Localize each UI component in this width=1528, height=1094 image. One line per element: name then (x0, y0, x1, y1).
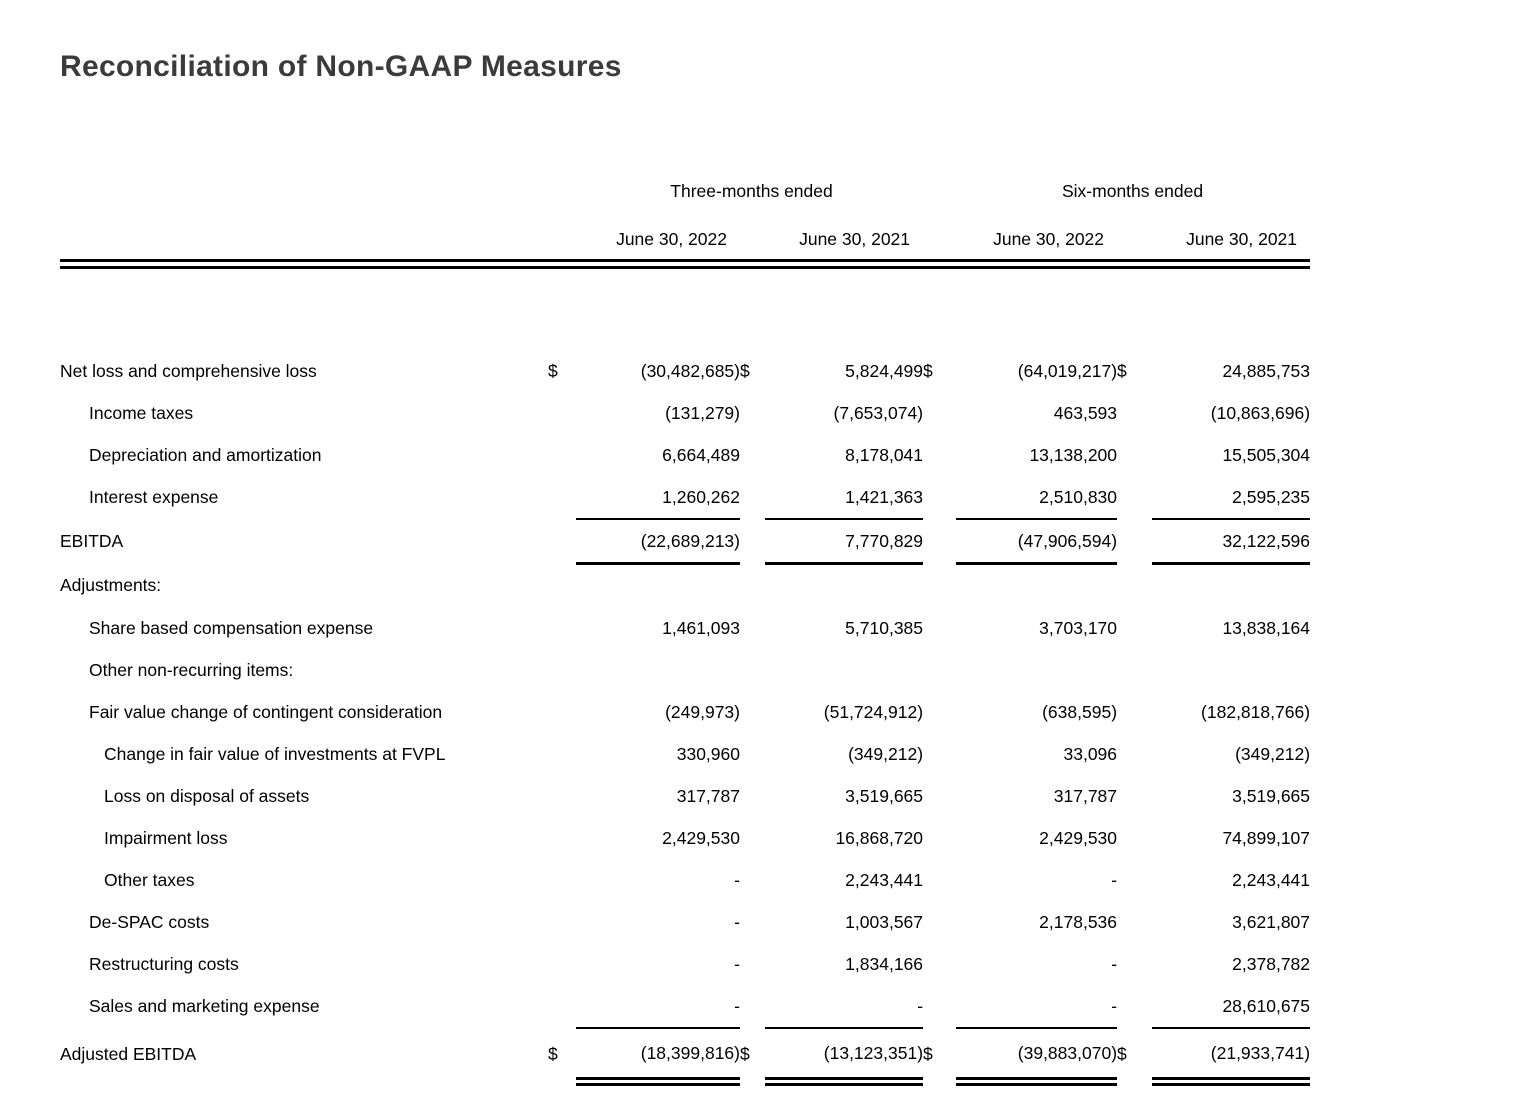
column-header-row (60, 206, 1310, 259)
dollar-sign-cell: $ (740, 1044, 750, 1065)
dollar-sign-cell (1117, 434, 1152, 476)
value-cell: 5,710,385 (845, 617, 924, 638)
column-header-date: June 30, 2021 (799, 229, 911, 249)
dollar-sign-cell: $ (923, 360, 933, 381)
dollar-sign-cell (548, 985, 576, 1028)
value-cell: 32,122,596 (1152, 519, 1310, 564)
value-cell: 1,421,363 (765, 476, 923, 519)
dollar-sign-cell (923, 943, 956, 985)
dollar-sign-cell: $ (1117, 1044, 1127, 1065)
dollar-sign-cell (740, 476, 765, 519)
value-cell: (349,212) (848, 743, 924, 764)
dollar-sign-cell (548, 564, 576, 608)
dollar-sign-cell (923, 564, 956, 608)
dollar-sign-cell (923, 691, 956, 733)
value-cell (1152, 564, 1310, 608)
value-cell (765, 564, 923, 608)
dollar-sign-cell (923, 775, 956, 817)
dollar-sign-cell (923, 985, 956, 1028)
value-cell: (30,482,685) (640, 360, 740, 381)
value-cell: 3,703,170 (1039, 617, 1118, 638)
dollar-sign-cell (923, 649, 956, 691)
value-cell (765, 649, 923, 691)
value-cell: (638,595) (1042, 701, 1118, 722)
dollar-sign-cell (548, 476, 576, 519)
dollar-sign-cell (740, 649, 765, 691)
value-cell: 1,260,262 (576, 476, 740, 519)
value-cell: 1,461,093 (662, 617, 740, 638)
table-row (60, 350, 1310, 392)
table-row (60, 733, 1310, 775)
dollar-sign-cell (740, 985, 765, 1028)
value-cell: 463,593 (1053, 402, 1118, 423)
dollar-sign-cell (548, 607, 576, 649)
dollar-sign-cell (1117, 859, 1152, 901)
value-cell: 74,899,107 (1222, 827, 1311, 848)
row-label: Income taxes (89, 402, 194, 423)
row-label: Fair value change of contingent consideration (89, 701, 443, 722)
dollar-sign-cell (740, 434, 765, 476)
dollar-sign-cell (1117, 733, 1152, 775)
value-cell: - (956, 985, 1117, 1028)
dollar-sign-cell (1117, 519, 1152, 564)
dollar-sign-cell (1117, 817, 1152, 859)
table-row (60, 607, 1310, 649)
value-cell: - (734, 911, 740, 932)
dollar-sign-cell (1117, 943, 1152, 985)
dollar-sign-cell (548, 733, 576, 775)
table-row (60, 901, 1310, 943)
value-cell: 2,378,782 (1232, 953, 1311, 974)
dollar-sign-cell (923, 901, 956, 943)
value-cell: 6,664,489 (662, 444, 740, 465)
dollar-sign-cell (740, 519, 765, 564)
table-row (60, 649, 1310, 691)
dollar-sign-cell (923, 476, 956, 519)
value-cell: 8,178,041 (845, 444, 924, 465)
dollar-sign-cell (548, 817, 576, 859)
group-header-three-months: Three-months ended (670, 181, 833, 201)
row-label: Net loss and comprehensive loss (60, 360, 317, 381)
value-cell: 28,610,675 (1152, 985, 1310, 1028)
dollar-sign-cell (740, 817, 765, 859)
dollar-sign-cell (923, 607, 956, 649)
value-cell: - (1111, 869, 1118, 890)
dollar-sign-cell (1117, 564, 1152, 608)
value-cell: 1,003,567 (845, 911, 924, 932)
column-header-date: June 30, 2021 (1186, 229, 1298, 249)
value-cell: 33,096 (1063, 743, 1118, 764)
dollar-sign-cell: $ (740, 360, 750, 381)
value-cell: 3,519,665 (1232, 785, 1311, 806)
dollar-sign-cell (740, 943, 765, 985)
value-cell: (349,212) (1235, 743, 1311, 764)
row-label: Other taxes (104, 869, 195, 890)
header-rule-row (60, 259, 1310, 269)
value-cell (576, 564, 740, 608)
row-label: Other non-recurring items: (89, 659, 294, 680)
row-label: Restructuring costs (89, 953, 239, 974)
row-label: Impairment loss (104, 827, 228, 848)
value-cell (956, 564, 1117, 608)
value-cell: 317,787 (676, 785, 740, 806)
dollar-sign-cell (923, 817, 956, 859)
value-cell: (21,933,741) (1152, 1028, 1310, 1082)
row-label: Interest expense (89, 487, 219, 507)
dollar-sign-cell (1117, 691, 1152, 733)
dollar-sign-cell (923, 733, 956, 775)
value-cell: (18,399,816) (576, 1028, 740, 1082)
value-cell: (7,653,074) (833, 402, 924, 423)
value-cell: - (734, 953, 740, 974)
value-cell: (131,279) (665, 402, 740, 423)
row-label: Change in fair value of investments at FVPL (104, 743, 446, 764)
table-row (60, 564, 1310, 608)
value-cell: 16,868,720 (835, 827, 924, 848)
empty-header-cell (60, 168, 548, 206)
dollar-sign-cell (1117, 392, 1152, 434)
dollar-sign-cell (740, 859, 765, 901)
value-cell: 2,429,530 (662, 827, 740, 848)
dollar-sign-cell (548, 691, 576, 733)
value-cell: 15,505,304 (1222, 444, 1311, 465)
dollar-sign-cell (923, 434, 956, 476)
group-header-six-months: Six-months ended (1062, 181, 1204, 201)
value-cell: (10,863,696) (1210, 402, 1311, 423)
row-label: Adjustments: (60, 574, 162, 595)
table-row (60, 519, 1310, 564)
dollar-sign-cell (740, 733, 765, 775)
table-row (60, 691, 1310, 733)
table-row (60, 985, 1310, 1028)
value-cell: 317,787 (1053, 785, 1118, 806)
value-cell (576, 649, 740, 691)
header-double-rule (60, 259, 1310, 269)
spacer-row (60, 269, 1310, 350)
table-row (60, 859, 1310, 901)
dollar-sign-cell (1117, 985, 1152, 1028)
row-label: EBITDA (60, 530, 124, 551)
dollar-sign-cell: $ (1117, 360, 1127, 381)
value-cell: 13,138,200 (1029, 444, 1118, 465)
period-group-header-row (60, 168, 1310, 206)
row-label: Sales and marketing expense (89, 996, 320, 1016)
value-cell: 13,838,164 (1222, 617, 1311, 638)
value-cell: (64,019,217) (1017, 360, 1118, 381)
value-cell: - (1111, 953, 1118, 974)
value-cell: 2,429,530 (1039, 827, 1118, 848)
dollar-sign-cell (548, 775, 576, 817)
dollar-sign-cell (548, 901, 576, 943)
dollar-sign-cell (923, 519, 956, 564)
value-cell: (13,123,351) (765, 1028, 923, 1082)
value-cell: 5,824,499 (845, 360, 924, 381)
table-row (60, 775, 1310, 817)
empty-header-cell (60, 206, 548, 259)
value-cell: (249,973) (665, 701, 740, 722)
dollar-sign-cell (1117, 476, 1152, 519)
value-cell: - (576, 985, 740, 1028)
page-title: Reconciliation of Non-GAAP Measures (60, 50, 622, 83)
non-gaap-reconciliation-table (60, 168, 1310, 1086)
dollar-sign-cell (548, 943, 576, 985)
dollar-sign-cell: $ (548, 1044, 558, 1065)
dollar-sign-cell (923, 392, 956, 434)
table-row (60, 943, 1310, 985)
value-cell: 7,770,829 (765, 519, 923, 564)
value-cell (956, 649, 1117, 691)
table-row (60, 392, 1310, 434)
dollar-sign-cell (548, 859, 576, 901)
value-cell: 24,885,753 (1222, 360, 1311, 381)
dollar-sign-cell (740, 607, 765, 649)
value-cell: - (765, 985, 923, 1028)
dollar-sign-cell (548, 519, 576, 564)
column-header-date: June 30, 2022 (993, 229, 1105, 249)
row-label: De-SPAC costs (89, 911, 210, 932)
dollar-sign-cell (740, 392, 765, 434)
row-label: Adjusted EBITDA (60, 1044, 197, 1065)
value-cell: 2,243,441 (1232, 869, 1311, 890)
value-cell (1152, 649, 1310, 691)
value-cell: - (734, 869, 740, 890)
table-row (60, 434, 1310, 476)
value-cell: (182,818,766) (1201, 701, 1311, 722)
value-cell: 2,595,235 (1152, 476, 1310, 519)
dollar-sign-cell (548, 392, 576, 434)
dollar-sign-cell (740, 564, 765, 608)
value-cell: 2,243,441 (845, 869, 924, 890)
table-row (60, 817, 1310, 859)
value-cell: 3,621,807 (1232, 911, 1311, 932)
row-label: Share based compensation expense (89, 617, 374, 638)
dollar-sign-cell (923, 859, 956, 901)
value-cell: 2,178,536 (1039, 911, 1118, 932)
value-cell: (22,689,213) (576, 519, 740, 564)
table-body (60, 350, 1310, 1082)
dollar-sign-cell (740, 691, 765, 733)
row-label: Depreciation and amortization (89, 444, 322, 465)
dollar-sign-cell: $ (548, 360, 558, 381)
value-cell: (39,883,070) (956, 1028, 1117, 1082)
dollar-sign-cell: $ (923, 1044, 933, 1065)
column-header-date: June 30, 2022 (616, 229, 727, 249)
table-row (60, 1028, 1310, 1082)
dollar-sign-cell (548, 649, 576, 691)
value-cell: 2,510,830 (956, 476, 1117, 519)
value-cell: (47,906,594) (956, 519, 1117, 564)
table-row (60, 476, 1310, 519)
dollar-sign-cell (1117, 775, 1152, 817)
dollar-sign-cell (1117, 901, 1152, 943)
value-cell: 330,960 (676, 743, 740, 764)
value-cell: 1,834,166 (845, 953, 924, 974)
dollar-sign-cell (740, 901, 765, 943)
dollar-sign-cell (1117, 649, 1152, 691)
dollar-sign-cell (740, 775, 765, 817)
dollar-sign-cell (1117, 607, 1152, 649)
value-cell: (51,724,912) (823, 701, 924, 722)
value-cell: 3,519,665 (845, 785, 924, 806)
dollar-sign-cell (548, 434, 576, 476)
row-label: Loss on disposal of assets (104, 785, 310, 806)
